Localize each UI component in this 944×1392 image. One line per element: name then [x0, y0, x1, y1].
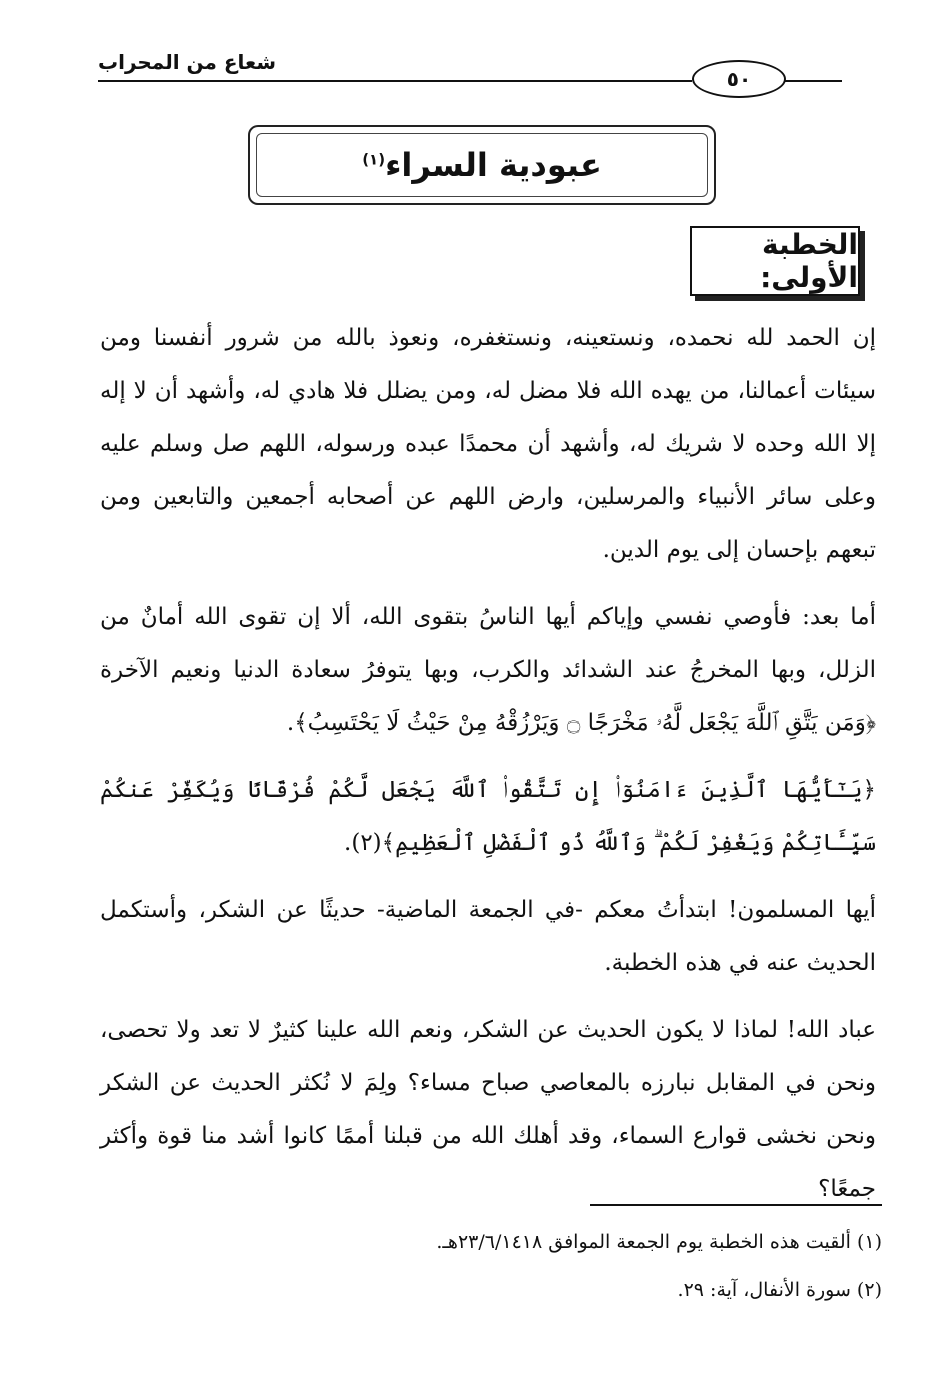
paragraph: إن الحمد لله نحمده، ونستعينه، ونستغفره، ونعوذ بالله من شرور أنفسنا ومن سيئات أعمالنا، من يهده الله فلا مضل له، ومن يضلل فلا هادي له، وأشهد أن لا إله إلا الله وحده لا شريك له، وأشهد أن محمدًا عبده ورسوله، اللهم صل وسلم عليه وعلى سائر الأنبياء والمرسلين، وارض اللهم عن أصحابه أجمعين والتابعين ومن تبعهم بإحسان إلى يوم الدين.	[100, 325, 876, 563]
footnote: (١) ألقيت هذه الخطبة يوم الجمعة الموافق ٢٣/٦/١٤١٨هـ.	[436, 1231, 882, 1253]
paragraph: عباد الله! لماذا لا يكون الحديث عن الشكر، ونعم الله علينا كثيرٌ لا تعد ولا تحصى، ونحن في المقابل نبارزه بالمعاصي صباح مساء؟ ولِمَ لا نُكثر الحديث عن الشكر ونحن نخشى قوارع السماء، وقد أهلك الله من قبلنا أممًا كانوا أشد منا قوة وأكثر جمعًا؟	[100, 1017, 876, 1202]
section-heading-box	[690, 226, 860, 296]
chapter-title	[362, 146, 602, 184]
chapter-footnote-marker: (١)	[362, 150, 386, 169]
footnote: (٢) سورة الأنفال، آية: ٢٩.	[677, 1279, 882, 1301]
footnotes	[100, 1218, 882, 1314]
paragraph: أما بعد: فأوصي نفسي وإياكم أيها الناسُ بتقوى الله، ألا إن تقوى الله أمانٌ من الزلل، وبها المخرجُ عند الشدائد والكرب، وبها يتوفرُ سعادة الدنيا ونعيم الآخرة ﴿وَمَن يَتَّقِ ٱللَّهَ يَجْعَل لَّهُۥ مَخْرَجًا ۝ وَيَرْزُقْهُ مِنْ حَيْثُ لَا يَحْتَسِبُ﴾.	[100, 604, 876, 736]
footnote-separator	[590, 1204, 882, 1206]
section-heading: الخطبة الأولى:	[760, 228, 858, 294]
sermon-body	[100, 312, 876, 1230]
header-rule-right	[782, 80, 842, 82]
chapter-title-text: عبودية السراء	[385, 146, 602, 184]
paragraph: ﴿يَـٰٓأَيُّهَا ٱلَّذِينَ ءَامَنُوٓا۟ إِن تَتَّقُوا۟ ٱللَّهَ يَجْعَل لَّكُمْ فُرْقَانًا وَيُكَفِّرْ عَنكُمْ سَيِّـَٔاتِكُمْ وَيَغْفِرْ لَكُمْ ۗ وَٱللَّهُ ذُو ٱلْفَضْلِ ٱلْعَظِيمِ﴾(٢).	[100, 777, 876, 856]
header-rule-left	[98, 80, 692, 82]
page-number: ٥٠	[726, 67, 752, 91]
chapter-title-frame	[248, 125, 716, 205]
page-number-oval	[692, 60, 786, 98]
running-header-title: شعاع من المحراب	[98, 50, 277, 74]
paragraph: أيها المسلمون! ابتدأتُ معكم -في الجمعة الماضية- حديثًا عن الشكر، وأستكمل الحديث عنه في هذه الخطبة.	[100, 897, 876, 976]
